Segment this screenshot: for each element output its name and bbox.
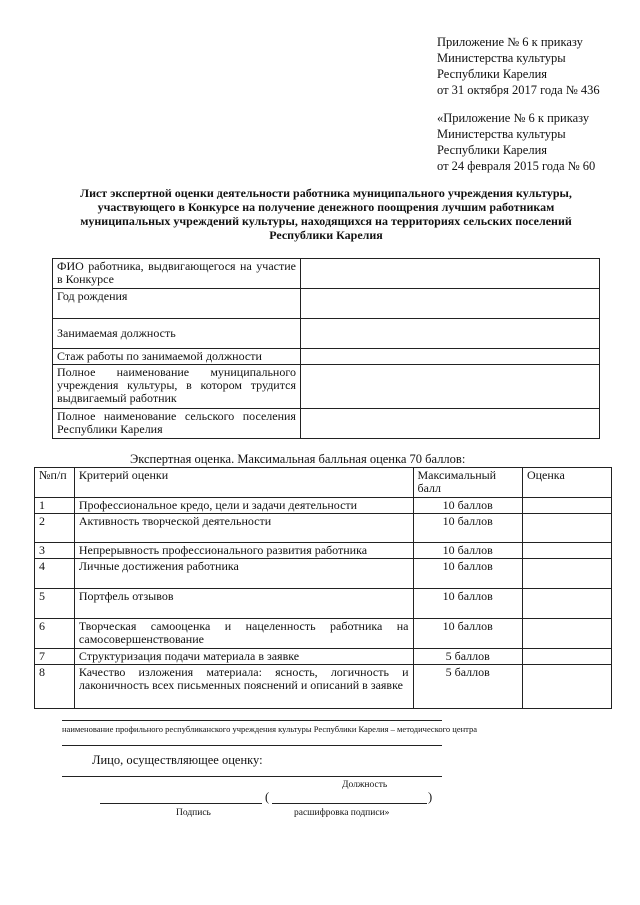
criteria-number: 6	[35, 619, 75, 649]
info-label: Полное наименование сельского поселения Республики Карелия	[53, 409, 301, 439]
paren-close: )	[428, 790, 433, 804]
scoring-caption: Экспертная оценка. Максимальная балльная оценка 70 баллов:	[130, 452, 466, 466]
paren-open: (	[265, 790, 270, 804]
criteria-score-field[interactable]	[522, 514, 611, 543]
decoding-line[interactable]	[272, 803, 427, 804]
criteria-row	[35, 559, 612, 589]
info-value-field[interactable]	[300, 289, 599, 319]
appendix-line: Приложение № 6 к приказу	[437, 35, 583, 49]
info-value-field[interactable]	[300, 319, 599, 349]
position-caption: Должность	[342, 780, 388, 790]
info-row-institution	[53, 365, 600, 409]
criteria-number: 3	[35, 543, 75, 559]
appendix-line: Министерства культуры	[437, 127, 566, 141]
info-value-field[interactable]	[300, 259, 599, 289]
appendix-line: от 31 октября 2017 года № 436	[437, 83, 600, 97]
appendix-line: Республики Карелия	[437, 143, 548, 157]
criteria-row	[35, 498, 612, 514]
criteria-text: Творческая самооценка и нацеленность работника на самосовершенствование	[74, 619, 413, 649]
criteria-row	[35, 649, 612, 665]
criteria-score-field[interactable]	[522, 543, 611, 559]
info-row-experience	[53, 349, 600, 365]
signature-caption: Подпись	[176, 808, 211, 818]
criteria-score-field[interactable]	[522, 619, 611, 649]
criteria-header-row	[35, 468, 612, 498]
appendix-current-reference	[437, 34, 600, 98]
info-row-fio	[53, 259, 600, 289]
criteria-text: Личные достижения работника	[74, 559, 413, 589]
title-line: муниципальных учреждений культуры, находящихся на территориях сельских поселений	[80, 214, 572, 228]
criteria-max-score: 10 баллов	[413, 498, 522, 514]
header-score: Оценка	[522, 468, 611, 498]
title-line: Республики Карелия	[269, 228, 383, 242]
center-name-caption: наименование профильного республиканского учреждения культуры Республики Карелия – методического центра	[62, 724, 478, 734]
criteria-score-field[interactable]	[522, 589, 611, 619]
criteria-number: 7	[35, 649, 75, 665]
info-value-field[interactable]	[300, 365, 599, 409]
header-number: №п/п	[35, 468, 75, 498]
criteria-number: 2	[35, 514, 75, 543]
criteria-table	[34, 467, 612, 709]
position-line[interactable]	[62, 776, 442, 777]
criteria-row	[35, 543, 612, 559]
criteria-text: Профессиональное кредо, цели и задачи деятельности	[74, 498, 413, 514]
info-value-field[interactable]	[300, 349, 599, 365]
appendix-line: «Приложение № 6 к приказу	[437, 111, 590, 125]
document-title	[40, 186, 612, 242]
assessor-label: Лицо, осуществляющее оценку:	[92, 753, 263, 767]
info-label: Год рождения	[53, 289, 301, 319]
criteria-number: 4	[35, 559, 75, 589]
criteria-max-score: 5 баллов	[413, 649, 522, 665]
info-value-field[interactable]	[300, 409, 599, 439]
criteria-number: 1	[35, 498, 75, 514]
criteria-max-score: 5 баллов	[413, 665, 522, 709]
info-label: Занимаемая должность	[53, 319, 301, 349]
center-name-line[interactable]	[62, 720, 442, 721]
criteria-row	[35, 619, 612, 649]
criteria-number: 8	[35, 665, 75, 709]
criteria-score-field[interactable]	[522, 665, 611, 709]
appendix-line: от 24 февраля 2015 года № 60	[437, 159, 596, 173]
criteria-text: Качество изложения материала: ясность, логичность и лаконичность всех письменных пояснений и описаний в заявке	[74, 665, 413, 709]
criteria-row	[35, 589, 612, 619]
info-row-position	[53, 319, 600, 349]
info-label: ФИО работника, выдвигающегося на участие в Конкурсе	[53, 259, 301, 289]
criteria-row	[35, 665, 612, 709]
criteria-score-field[interactable]	[522, 559, 611, 589]
info-row-birth-year	[53, 289, 600, 319]
employee-info-table	[52, 258, 600, 439]
criteria-max-score: 10 баллов	[413, 589, 522, 619]
info-label: Полное наименование муниципального учреждения культуры, в котором трудится выдвигаемый работник	[53, 365, 301, 409]
criteria-max-score: 10 баллов	[413, 619, 522, 649]
criteria-max-score: 10 баллов	[413, 543, 522, 559]
info-row-settlement	[53, 409, 600, 439]
criteria-text: Непрерывность профессионального развития работника	[74, 543, 413, 559]
extra-line[interactable]	[62, 745, 442, 746]
decoding-caption: расшифровка подписи»	[294, 808, 390, 818]
header-criterion: Критерий оценки	[74, 468, 413, 498]
criteria-text: Активность творческой деятельности	[74, 514, 413, 543]
criteria-score-field[interactable]	[522, 649, 611, 665]
info-label: Стаж работы по занимаемой должности	[53, 349, 301, 365]
appendix-previous-reference	[437, 110, 595, 174]
criteria-text: Структуризация подачи материала в заявке	[74, 649, 413, 665]
title-line: участвующего в Конкурсе на получение денежного поощрения лучшим работникам	[97, 200, 555, 214]
appendix-line: Республики Карелия	[437, 67, 548, 81]
criteria-row	[35, 514, 612, 543]
signature-line[interactable]	[100, 803, 262, 804]
header-max-score: Максимальный балл	[413, 468, 522, 498]
criteria-max-score: 10 баллов	[413, 559, 522, 589]
criteria-number: 5	[35, 589, 75, 619]
criteria-score-field[interactable]	[522, 498, 611, 514]
criteria-text: Портфель отзывов	[74, 589, 413, 619]
appendix-line: Министерства культуры	[437, 51, 566, 65]
criteria-max-score: 10 баллов	[413, 514, 522, 543]
title-line: Лист экспертной оценки деятельности работника муниципального учреждения культуры,	[80, 186, 572, 200]
